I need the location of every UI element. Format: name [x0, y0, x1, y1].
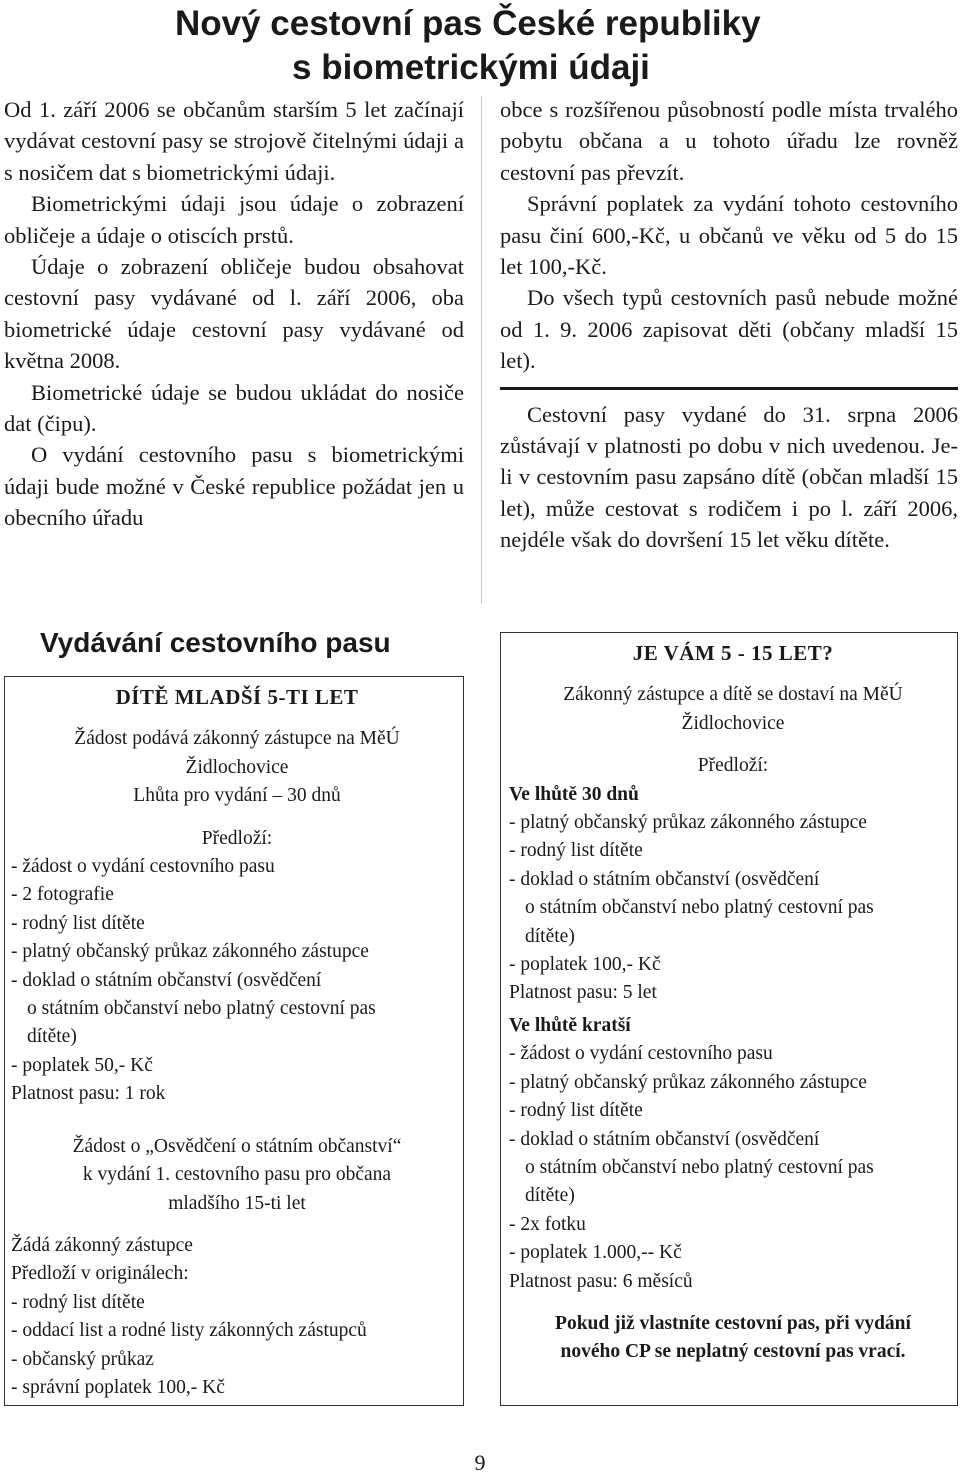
- deadline-title: Ve lhůtě 30 dnů: [509, 783, 639, 805]
- info-line: Zákonný zástupce a dítě se dostaví na MěÚ: [563, 684, 903, 706]
- list-item: - občanský průkaz: [11, 1348, 154, 1370]
- list-item: - správní poplatek 100,- Kč: [11, 1376, 225, 1398]
- certificate-line: mladšího 15-ti let: [168, 1192, 306, 1214]
- list-item: - doklad o státním občanství (osvědčení: [509, 868, 820, 890]
- validity: Platnost pasu: 6 měsíců: [509, 1270, 693, 1292]
- fee-item: - poplatek 1.000,-- Kč: [509, 1242, 682, 1264]
- note-line: Pokud již vlastníte cestovní pas, při vydání: [555, 1312, 911, 1334]
- list-item-continuation: dítěte): [525, 1185, 575, 1207]
- page-number: 9: [474, 1450, 486, 1475]
- list-item: - žádost o vydání cestovního pasu: [509, 1043, 773, 1065]
- submit-label: Předloží:: [697, 755, 769, 777]
- info-line: Židlochovice: [681, 712, 785, 734]
- box-heading: DÍTĚ MLADŠÍ 5-TI LET: [115, 685, 359, 709]
- intro-paragraph: Údaje o zobrazení obličeje budou obsahovat cestovní pasy vydávané od l. září 2006, oba biometrické údaje cestovní pasy vydávané od května 2008.: [4, 254, 464, 374]
- list-item: - 2x fotku: [509, 1213, 586, 1235]
- submit-label: Předloží:: [201, 827, 273, 849]
- request-line: Žádost podává zákonný zástupce na MěÚ: [74, 728, 400, 750]
- intro-right-column: [500, 94, 958, 556]
- intro-paragraph: Cestovní pasy vydané do 31. srpna 2006 zůstávají v platnosti po dobu v nich uvedenou. Je-li v cestovním pasu zapsáno dítě (občan mladší 15 let), může cestovat s rodičem i po l. září 2006, nejdéle však do dovršení 15 let věku dítěte.: [500, 401, 958, 553]
- list-item-continuation: o státním občanství nebo platný cestovní pas: [525, 1156, 874, 1178]
- intro-paragraph: O vydání cestovního pasu s biometrickými údaji bude možné v České republice požádat jen u obecního úřadu: [4, 442, 464, 531]
- validity: Platnost pasu: 5 let: [509, 982, 657, 1004]
- request-line: Židlochovice: [185, 756, 289, 778]
- list-item: - platný občanský průkaz zákonného zástupce: [509, 812, 867, 834]
- child-under-5-box: [4, 676, 464, 1406]
- fee-item: - poplatek 100,- Kč: [509, 954, 661, 976]
- column-divider: [481, 96, 482, 604]
- certificate-line: k vydání 1. cestovního pasu pro občana: [82, 1164, 392, 1186]
- list-item: - rodný list dítěte: [509, 1100, 643, 1122]
- list-item-continuation: dítěte): [27, 1026, 77, 1048]
- list-item: - rodný list dítěte: [509, 840, 643, 862]
- intro-paragraph: obce s rozšířenou působností podle místa trvalého pobytu občana a u tohoto úřadu lze rovněž cestovní pas převzít.: [500, 97, 958, 185]
- list-item: - platný občanský průkaz zákonného zástupce: [509, 1071, 867, 1093]
- list-item: - platný občanský průkaz zákonného zástupce: [11, 941, 369, 963]
- list-item: - žádost o vydání cestovního pasu: [11, 856, 275, 878]
- certificate-submit-label: Předloží v originálech:: [11, 1263, 189, 1285]
- request-line: Lhůta pro vydání – 30 dnů: [133, 785, 341, 807]
- list-item-continuation: o státním občanství nebo platný cestovní pas: [27, 998, 376, 1020]
- list-item: - rodný list dítěte: [11, 1291, 145, 1313]
- list-item: - doklad o státním občanství (osvědčení: [11, 969, 322, 991]
- intro-paragraph: Od 1. září 2006 se občanům starším 5 let začínají vydávat cestovní pasy se strojově čitelnými údaji a s nosičem dat s biometrickými údaji.: [4, 97, 464, 185]
- section-heading: Vydávání cestovního pasu: [40, 627, 391, 658]
- note-line: nového CP se neplatný cestovní pas vrací.: [560, 1341, 906, 1363]
- list-item: - 2 fotografie: [11, 884, 114, 906]
- intro-paragraph: Do všech typů cestovních pasů nebude možné od 1. 9. 2006 zapisovat děti (občany mladší 15 let).: [500, 285, 958, 374]
- certificate-applicant: Žádá zákonný zástupce: [11, 1234, 193, 1256]
- title-line-1: Nový cestovní pas České republiky: [175, 4, 761, 43]
- intro-left-column: [4, 94, 464, 534]
- age-5-15-box: [500, 632, 958, 1406]
- intro-paragraph: Biometrické údaje se budou ukládat do nosiče dat (čipu).: [4, 379, 464, 437]
- deadline-title: Ve lhůtě kratší: [509, 1014, 631, 1036]
- intro-paragraph: Správní poplatek za vydání tohoto cestovního pasu činí 600,-Kč, u občanů ve věku od 5 do 15 let 100,-Kč.: [500, 191, 958, 280]
- fee-item: - poplatek 50,- Kč: [11, 1054, 153, 1076]
- list-item: - doklad o státním občanství (osvědčení: [509, 1128, 820, 1150]
- list-item-continuation: dítěte): [525, 925, 575, 947]
- title-line-2: s biometrickými údaji: [292, 48, 650, 87]
- box-heading: JE VÁM 5 - 15 LET?: [632, 641, 834, 665]
- list-item: - rodný list dítěte: [11, 912, 145, 934]
- intro-paragraph: Biometrickými údaji jsou údaje o zobrazení obličeje a údaje o otiscích prstů.: [4, 191, 464, 248]
- horizontal-rule: [500, 387, 958, 390]
- validity: Platnost pasu: 1 rok: [11, 1083, 166, 1105]
- certificate-line: Žádost o „Osvědčení o státním občanství“: [72, 1135, 402, 1157]
- list-item: - oddací list a rodné listy zákonných zástupců: [11, 1320, 367, 1342]
- list-item-continuation: o státním občanství nebo platný cestovní pas: [525, 897, 874, 919]
